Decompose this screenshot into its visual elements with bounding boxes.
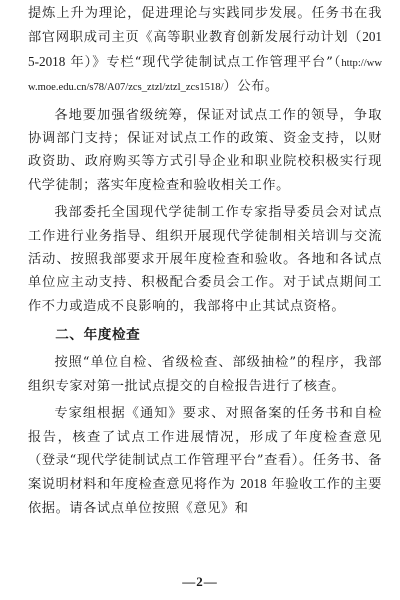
paragraph-expert-review bbox=[28, 402, 382, 520]
paragraph-text: 专家组根据《通知》要求、对照备案的任务书和自检报告，核查了试点工作进展情况，形成了年度检查意见（登录“现代学徒制试点工作管理平台”查看）。任务书、备案说明材料和年度检查意见将作为 bbox=[28, 406, 382, 493]
platform-url[interactable]: http://www.moe.edu.cn/s78/A07/zcs_ztzl/ztzl_zcs1518/ bbox=[28, 57, 382, 94]
year: 2018 bbox=[240, 476, 267, 492]
paragraph-text: ）公布。 bbox=[223, 79, 279, 95]
paragraph-expert-committee: 我部委托全国现代学徒制工作专家指导委员会对试点工作进行业务指导、组织开展现代学徒制相关培训与交流活动、按照我部要求开展年度检查和验收。各地和各试点单位应主动支持、积极配合委员会工作。对于试点期间工作不力或造成不良影响的，我部将中止其试点资格。 bbox=[28, 205, 382, 314]
paragraph-platform-intro bbox=[28, 2, 382, 100]
paragraph-provincial-coordination: 各地要加强省级统筹，保证对试点工作的领导，争取协调部门支持；保证对试点工作的政策、资金支持，以财政资助、政府购买等方式引导企业和职业院校积极实行现代学徒制；落实年度检查和验收相关工作。 bbox=[28, 107, 382, 193]
paragraph-text: 年）》专栏“现代学徒制试点工作管理平台”（ bbox=[65, 54, 342, 70]
paragraph-text: 年验收工作的主要依据。请各试点单位按照《意见》和 bbox=[28, 477, 382, 516]
page-number: —2— bbox=[182, 574, 218, 589]
year-range: 2015-2018 bbox=[28, 29, 382, 69]
section-heading-annual-inspection: 二、年度检查 bbox=[55, 327, 141, 344]
paragraph-text: 提炼上升为理论，促进理论与实践同步发展。任务书在我部官网职成司主页《高等职业教育创新发展行动计划（ bbox=[28, 6, 382, 46]
paragraph-inspection-procedure: 按照“单位自检、省级检查、部级抽检”的程序，我部组织专家对第一批试点提交的自检报告进行了核查。 bbox=[28, 355, 382, 394]
